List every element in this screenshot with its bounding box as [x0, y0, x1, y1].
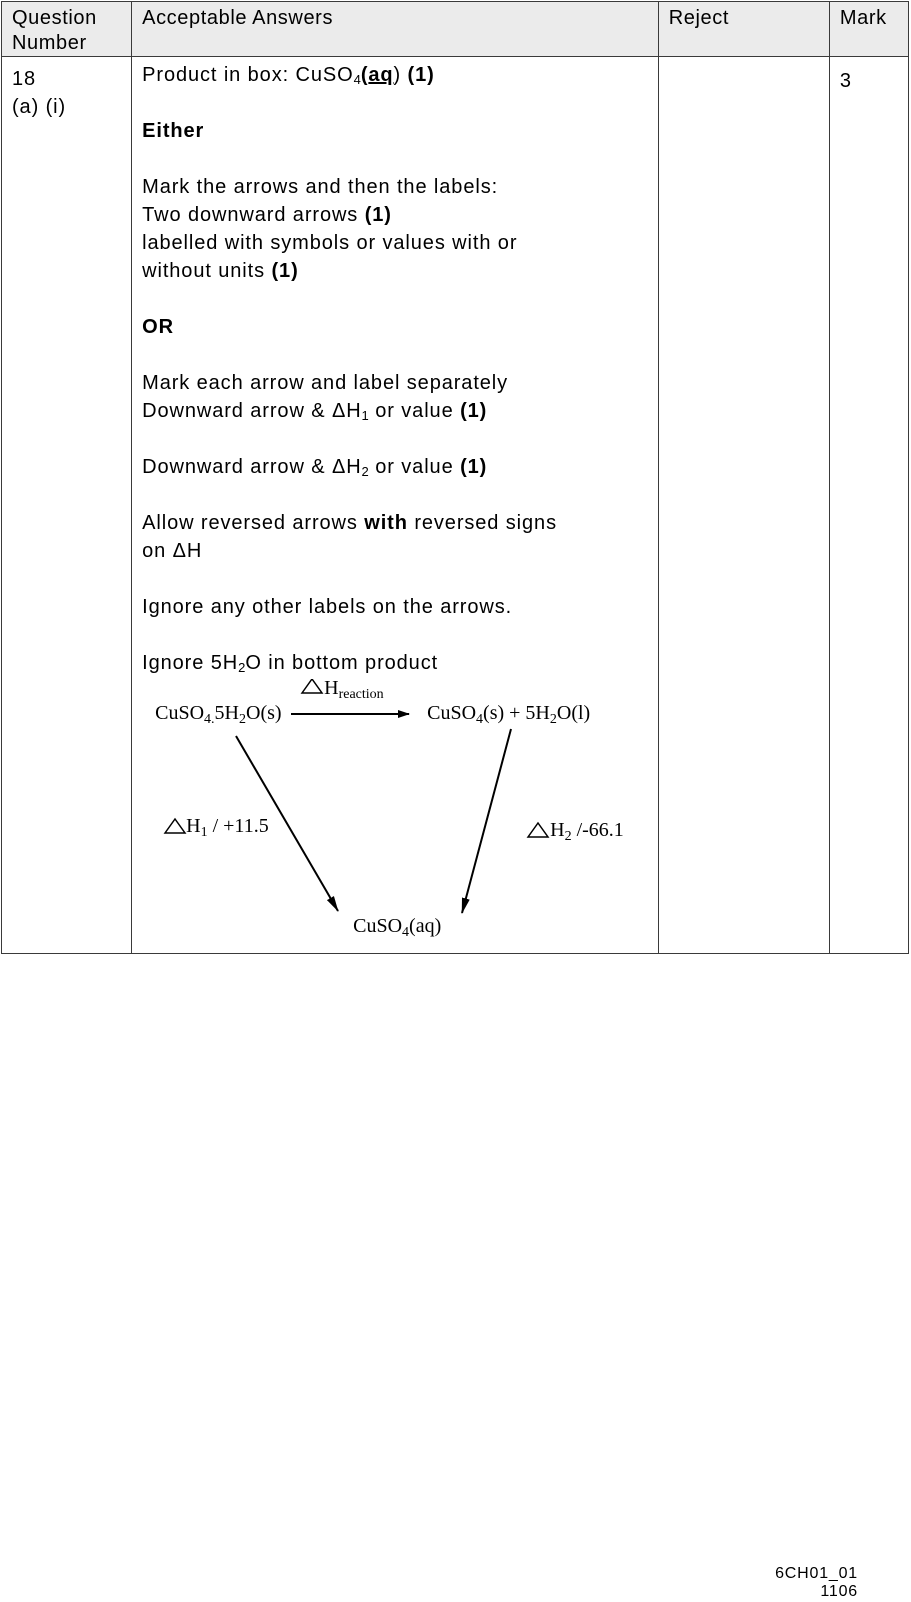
- bottom-product-label: CuSO$_4$(aq): [353, 915, 442, 940]
- product-line: Product in box: CuSO$_4$(aq) (1): [142, 64, 435, 87]
- delta-triangle-icon: [165, 819, 185, 833]
- reject-cell: [658, 57, 829, 954]
- question-number: 18: [12, 68, 37, 90]
- dh1-label: $H_1 / +11.5$: [186, 815, 269, 840]
- either-line-1: Mark the arrows and then the labels:: [142, 176, 499, 198]
- mark-scheme-table: [1, 1, 909, 954]
- reactant-label: $CuSO_{4.}5H_2O(s)$: [155, 702, 282, 727]
- paper-code: 6CH01_01: [775, 1565, 858, 1582]
- dh2-arrow: [462, 729, 511, 913]
- question-number-cell: [2, 57, 132, 954]
- products-label: CuSO$_4$(s) + $5H_2O(l)$: [427, 702, 591, 727]
- either-line-4: without units (1): [142, 260, 299, 282]
- delta-triangle-icon: [528, 823, 548, 837]
- hess-cycle-diagram: [140, 679, 640, 944]
- ignore-water-line: Ignore $5H_2O$ in bottom product: [142, 652, 439, 675]
- mark-cell: 3: [829, 57, 908, 954]
- or-line-3: Downward arrow & $\Delta H_2$ or value (1): [142, 456, 488, 479]
- header-reject: Reject: [658, 2, 829, 57]
- delta-triangle-icon: [302, 679, 322, 693]
- page-footer: [775, 1565, 858, 1601]
- or-heading: OR: [142, 316, 174, 338]
- either-line-2: Two downward arrows (1): [142, 204, 392, 226]
- or-line-1: Mark each arrow and label separately: [142, 372, 509, 394]
- reaction-enthalpy-label: $H_{reaction}$: [324, 677, 384, 702]
- allow-line-1: Allow reversed arrows with reversed signs: [142, 512, 557, 534]
- footer-number: 1106: [820, 1583, 858, 1600]
- question-part: (a) (i): [12, 96, 67, 118]
- or-line-2: Downward arrow & $\Delta H_1$ or value (1): [142, 400, 488, 423]
- dh2-label: $H_2$ /-66.1: [550, 819, 624, 844]
- header-acceptable-answers: Acceptable Answers: [132, 2, 659, 57]
- table-header-row: [2, 2, 909, 57]
- acceptable-answers-cell: [132, 57, 659, 954]
- table-row: [2, 57, 909, 954]
- either-heading: Either: [142, 120, 205, 142]
- header-mark: Mark: [829, 2, 908, 57]
- header-question-number: Question Number: [2, 2, 132, 57]
- ignore-labels-line: Ignore any other labels on the arrows.: [142, 596, 513, 618]
- either-line-3: labelled with symbols or values with or: [142, 232, 518, 254]
- allow-line-2: on ΔH: [142, 540, 203, 562]
